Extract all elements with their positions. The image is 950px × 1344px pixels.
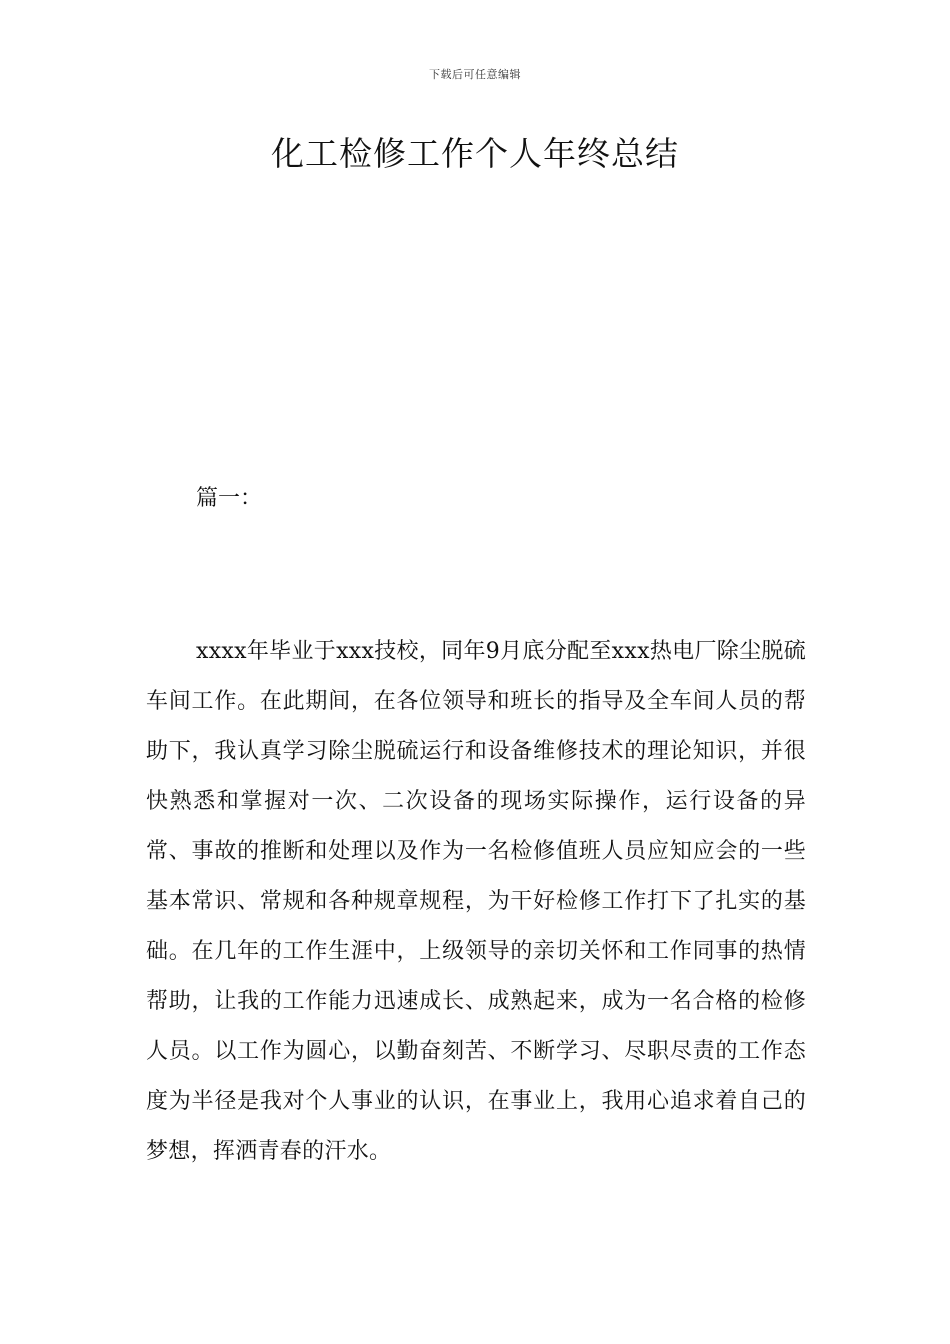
- document-title: 化工检修工作个人年终总结: [271, 134, 679, 173]
- body-paragraph: xxxx年毕业于xxx技校，同年9月底分配至xxx热电厂除尘脱硫车间工作。在此期间，在各位领导和班长的指导及全车间人员的帮助下，我认真学习除尘脱硫运行和设备维修技术的理论知识，并很快熟悉和掌握对一次、二次设备的现场实际操作，运行设备的异常、事故的推断和处理以及作为一名检修值班人员应知应会的一些基本常识、常规和各种规章规程，为干好检修工作打下了扎实的基础。在几年的工作生涯中，上级领导的亲切关怀和工作同事的热情帮助，让我的工作能力迅速成长、成熟起来，成为一名合格的检修人员。以工作为圆心，以勤奋刻苦、不断学习、尽职尽责的工作态度为半径是我对个人事业的认识，在事业上，我用心追求着自己的梦想，挥洒青春的汗水。: [146, 639, 806, 1164]
- header-note: 下载后可任意编辑: [429, 68, 521, 81]
- section-label: 篇一：: [196, 486, 263, 511]
